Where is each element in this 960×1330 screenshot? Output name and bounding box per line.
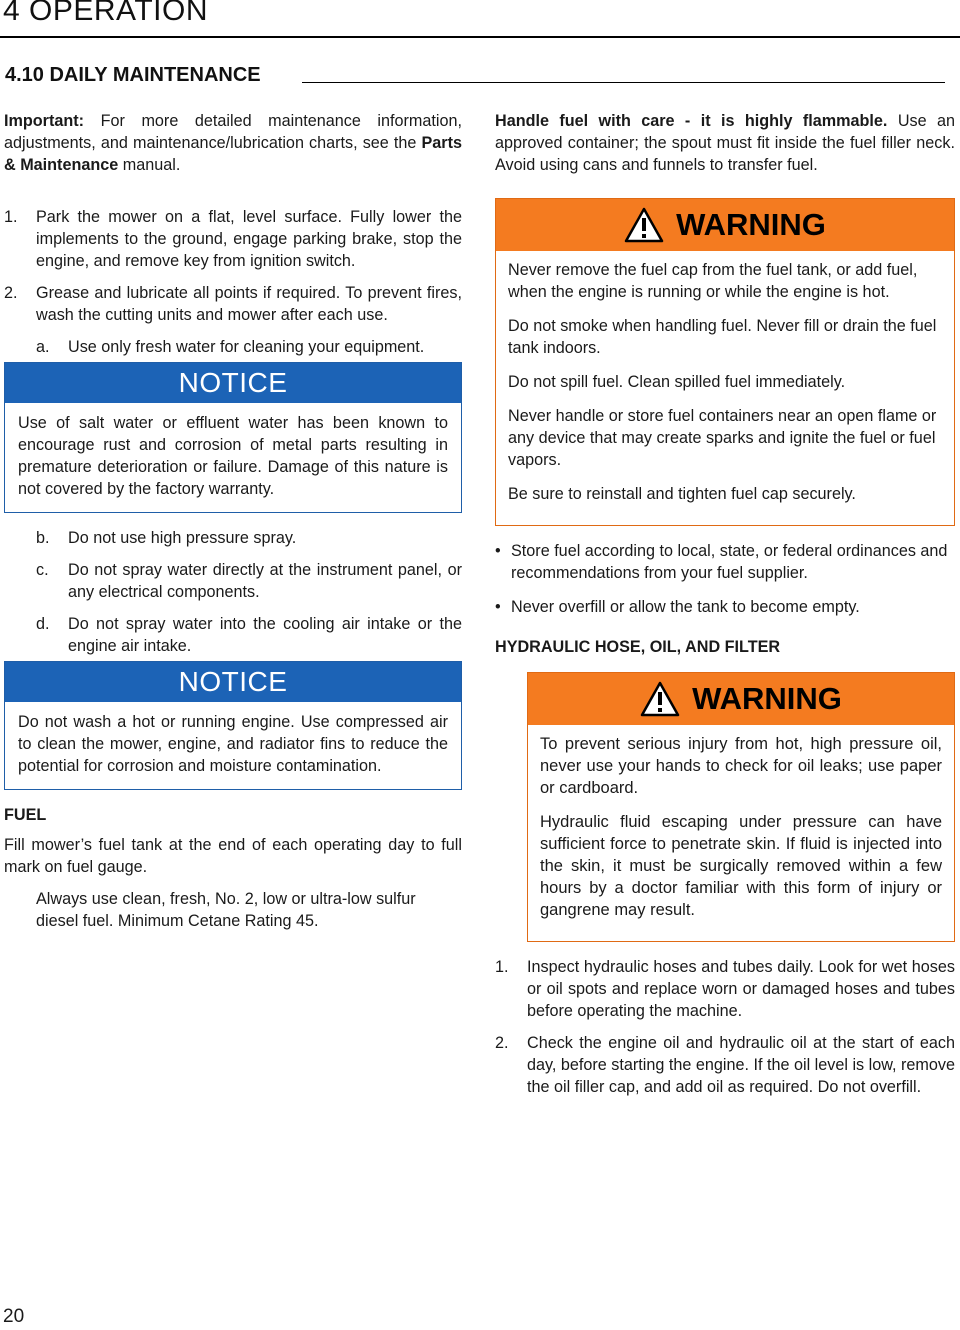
sub-step-a-letter: a.	[36, 338, 50, 356]
step-2	[4, 282, 462, 326]
notice-text: Do not wash a hot or running engine. Use compressed air to clean the mower, engine, and radiator fins to reduce the potential for corrosion and moisture contamination.	[18, 713, 448, 775]
handle-fuel-text: Use an approved container; the spout must fit inside the fuel filler neck. Avoid using cans and funnels to transfer fuel.	[495, 112, 955, 174]
fuel-paragraph: Fill mower’s fuel tank at the end of each operating day to full mark on fuel gauge.	[4, 836, 462, 876]
sub-step-d-text: Do not spray water into the cooling air intake or the engine air intake.	[68, 615, 462, 655]
warning-header	[528, 673, 954, 725]
warning-triangle-icon	[640, 681, 680, 717]
sub-step-b-letter: b.	[36, 529, 50, 547]
notice-box-salt-water	[4, 362, 462, 513]
warning-body	[496, 251, 954, 525]
warning-item: Hydraulic fluid escaping under pressure can have sufficient force to penetrate skin. If fluid is injected into the skin, it must be surgically removed within a few hours by a doctor familiar with this form of injury or gangrene may result.	[540, 813, 942, 919]
warning-item: Be sure to reinstall and tighten fuel cap securely.	[508, 485, 856, 503]
step-1-number: 1.	[4, 208, 18, 226]
hydraulic-step-1	[495, 956, 955, 1022]
sub-step-d-letter: d.	[36, 615, 50, 633]
warning-item: To prevent serious injury from hot, high pressure oil, never use your hands to check for oil leaks; use paper or cardboard.	[540, 735, 942, 797]
important-label: Important:	[4, 112, 85, 130]
step-1	[4, 206, 462, 272]
hydraulic-heading: HYDRAULIC HOSE, OIL, AND FILTER	[495, 638, 781, 656]
handle-fuel-bold: Handle fuel with care - it is highly flammable.	[495, 112, 888, 130]
section-title: 4.10 DAILY MAINTENANCE	[5, 64, 261, 86]
step-2-number: 2.	[4, 284, 18, 302]
warning-body	[528, 725, 954, 941]
right-column	[495, 110, 955, 1108]
notice-title: NOTICE	[5, 662, 461, 702]
warning-title: WARNING	[692, 681, 842, 716]
sub-step-c-letter: c.	[36, 561, 49, 579]
sub-step-c	[36, 559, 462, 603]
fuel-type-paragraph: Always use clean, fresh, No. 2, low or ultra-low sulfur diesel fuel. Minimum Cetane Rating 45.	[36, 890, 416, 930]
sub-step-b-text: Do not use high pressure spray.	[68, 529, 297, 547]
warning-header	[496, 199, 954, 251]
bullet-item	[495, 596, 955, 618]
important-note	[4, 110, 462, 176]
sub-step-d	[36, 613, 462, 657]
important-text-2: manual.	[118, 156, 181, 174]
page-number: 20	[3, 1306, 25, 1327]
warning-triangle-icon	[624, 207, 664, 243]
sub-step-a-text: Use only fresh water for cleaning your equipment.	[68, 338, 425, 356]
left-column	[4, 110, 462, 932]
step-2-text: Grease and lubricate all points if required. To prevent fires, wash the cutting units and mower after each use.	[36, 284, 462, 324]
bullet-item	[495, 540, 955, 584]
bullet-dot: •	[495, 542, 501, 560]
hydraulic-step-2	[495, 1032, 955, 1098]
sub-step-b	[36, 527, 462, 549]
bullet-dot: •	[495, 598, 501, 616]
warning-box-hydraulic	[527, 672, 955, 942]
bullet-text: Never overfill or allow the tank to become empty.	[511, 598, 860, 616]
step-1-text: Park the mower on a flat, level surface. Fully lower the implements to the ground, engage parking brake, stop the engine, and remove key from ignition switch.	[36, 208, 462, 270]
sub-step-c-text: Do not spray water directly at the instrument panel, or any electrical components.	[68, 561, 462, 601]
warning-item: Do not smoke when handling fuel. Never fill or drain the fuel tank indoors.	[508, 317, 937, 357]
handle-fuel-paragraph	[495, 110, 955, 176]
notice-box-hot-engine	[4, 661, 462, 790]
chapter-header	[0, 0, 960, 38]
section-rule	[302, 82, 945, 83]
hydraulic-step-2-number: 2.	[495, 1034, 509, 1052]
fuel-heading: FUEL	[4, 806, 47, 824]
hydraulic-step-2-text: Check the engine oil and hydraulic oil at the start of each day, before starting the engine. If the oil level is low, remove the oil filler cap, and add oil as required. Do not overfill.	[527, 1034, 956, 1096]
warning-title: WARNING	[676, 207, 826, 242]
warning-item: Do not spill fuel. Clean spilled fuel immediately.	[508, 373, 846, 391]
notice-title: NOTICE	[5, 363, 461, 403]
important-manual: Parts & Maintenance	[4, 134, 462, 174]
warning-item: Never handle or store fuel containers near an open flame or any device that may create sparks and ignite the fuel or fuel vapors.	[508, 407, 937, 469]
bullet-text: Store fuel according to local, state, or federal ordinances and recommendations from your fuel supplier.	[511, 542, 948, 582]
chapter-title: 4 OPERATION	[3, 0, 208, 27]
sub-step-a	[36, 336, 462, 358]
important-text-1: For more detailed maintenance information, adjustments, and maintenance/lubrication charts, see the	[4, 112, 462, 152]
hydraulic-step-1-number: 1.	[495, 958, 509, 976]
warning-item: Never remove the fuel cap from the fuel tank, or add fuel, when the engine is running or while the engine is hot.	[508, 261, 918, 301]
hydraulic-step-1-text: Inspect hydraulic hoses and tubes daily. Look for wet hoses or oil spots and replace worn or damaged hoses and tubes before operating the machine.	[527, 958, 955, 1020]
warning-box-fuel	[495, 198, 955, 526]
notice-text: Use of salt water or effluent water has been known to encourage rust and corrosion of metal parts resulting in premature deterioration or failure. Damage of this nature is not covered by the factory warranty.	[18, 414, 448, 498]
